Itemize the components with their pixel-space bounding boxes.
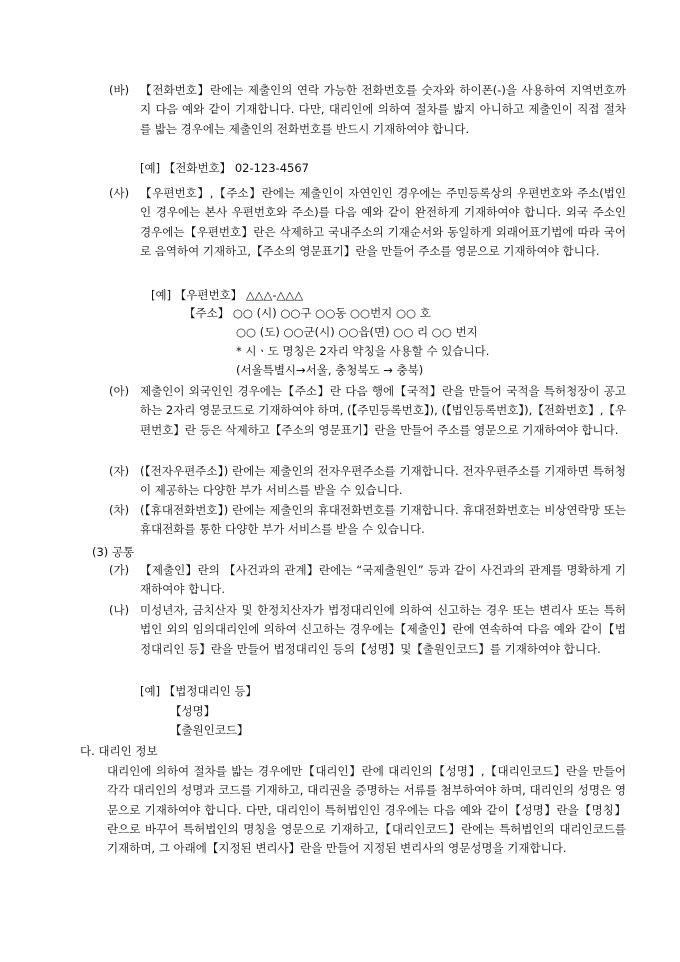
item-label-sa: (사) xyxy=(109,186,130,200)
common-example-na-2: 【성명】 xyxy=(170,704,216,718)
item-example-sa-1: [예] 【우편번호】 △△△-△△△ xyxy=(151,288,304,302)
item-example-sa-5: (서울특별시→서울, 충청북도 → 충북) xyxy=(236,363,424,377)
item-label-ja: (자) xyxy=(109,464,130,478)
item-example-ba: [예] 【전화번호】 02-123-4567 xyxy=(140,161,309,175)
item-text-cha: (【휴대전화번호】) 란에는 제출인의 휴대전화번호를 기재합니다. 휴대전화번호는 비상연락망 또는 휴대전화를 통한 다양한 부가 서비스를 받을 수 있습니다. xyxy=(140,503,626,537)
section-text-da: 대리인에 의하여 절차를 밟는 경우에만【대리인】란에 대리인의【성명】,【대리인코드】란을 만들어 각각 대리인의 성명과 코드를 기재하고, 대리권을 증명하는 서류를 첨부하여야 하며, 대리인의 성명은 영문으로 기재하여야 합니다. 다만, 대리인이 특허법인인 경우에는 다음 예와 같이【성명】란을【명칭】란으로 바꾸어 특허법인의 명칭을 영문으로 기재하고,【대리인코드】란에는 특허법인의 대리인코드를 기재하며, 그 아래에【지정된 변리사】란을 만들어 지정된 변리사의 영문성명을 기재합니다. xyxy=(107,764,626,856)
common-heading: (3) 공통 xyxy=(92,545,135,559)
common-text-na: 미성년자, 금치산자 및 한정치산자가 법정대리인에 의하여 신고하는 경우 또는 변리사 또는 특허법인 외의 임의대리인에 의하여 신고하는 경우에는【제출인】란에 연속하여 다음 예와 같이【법정대리인 등】란을 만들어 법정대리인 등의【성명】및【출원인코드】를 기재하여야 합니다. xyxy=(140,603,626,656)
item-text-ja: (【전자우편주소】) 란에는 제출인의 전자우편주소를 기재합니다. 전자우편주소를 기재하면 특허청이 제공하는 다양한 부가 서비스를 받을 수 있습니다. xyxy=(140,464,626,498)
common-example-na-3: 【출원인코드】 xyxy=(170,723,249,737)
item-example-sa-4: * 시ㆍ도 명칭은 2자리 약칭을 사용할 수 있습니다. xyxy=(236,344,490,358)
item-example-sa-3: ○○ (도) ○○군(시) ○○읍(면) ○○ 리 ○○ 번지 xyxy=(236,325,478,339)
item-example-sa-2: 【주소】 ○○ (시) ○○구 ○○동 ○○번지 ○○ 호 xyxy=(184,306,431,320)
common-label-ga: (가) xyxy=(109,563,130,577)
common-label-na: (나) xyxy=(109,603,130,617)
item-text-ba: 【전화번호】란에는 제출인의 연락 가능한 전화번호를 숫자와 하이폰(-)을 사용하여 지역번호까지 다음 예와 같이 기재합니다. 다만, 대리인에 의하여 절차를 밟지 아니하고 제출인이 직접 절차를 밟는 경우에는 제출인의 전화번호를 반드시 기재하여야 합니다. xyxy=(140,83,626,136)
item-label-ba: (바) xyxy=(109,83,130,97)
item-label-a: (아) xyxy=(109,384,130,398)
section-heading-da: 다. 대리인 정보 xyxy=(80,744,158,758)
common-text-ga: 【제출인】란의 【사건과의 관계】란에는 “국제출원인” 등과 같이 사건과의 관계를 명확하게 기재하여야 합니다. xyxy=(140,563,626,597)
item-label-cha: (차) xyxy=(109,503,130,517)
item-text-sa: 【우편번호】,【주소】란에는 제출인이 자연인인 경우에는 주민등록상의 우편번호와 주소(법인인 경우에는 본사 우편번호와 주소)를 다음 예와 같이 완전하게 기재하여야 합니다. 외국 주소인 경우에는【우편번호】란은 삭제하고 국내주소의 기재순서와 동일하게 외래어표기법에 따라 국어로 음역하여 기재하고,【주소의 영문표기】란을 만들어 주소를 영문으로 기재하여야 합니다. xyxy=(140,186,626,258)
common-example-na-1: [예] 【법정대리인 등】 xyxy=(140,684,258,698)
item-text-a: 제출인이 외국인인 경우에는【주소】란 다음 행에【국적】란을 만들어 국적을 특허청장이 공고하는 2자리 영문코드로 기재하여야 하며, (【주민등록번호】), (【법인등록번호】),【전화번호】,【우편번호】란 등은 삭제하고【주소의 영문표기】란을 만들어 주소를 영문으로 기재하여야 합니다. xyxy=(140,384,626,437)
